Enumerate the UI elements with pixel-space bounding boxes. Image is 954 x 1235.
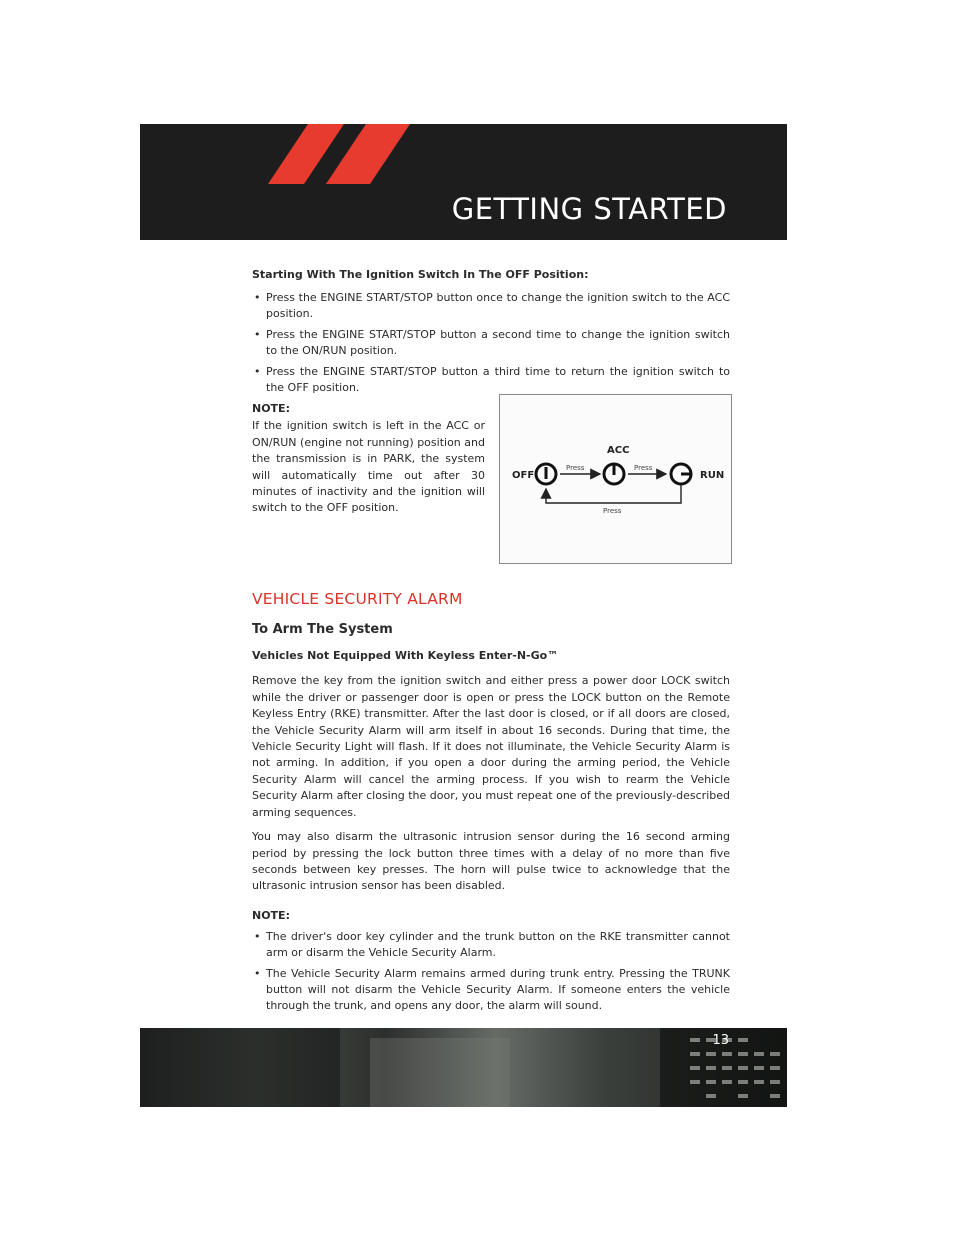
list-item: • The driver's door key cylinder and the trunk button on the RKE transmitter cannot arm or disarm the Vehicle Security Alarm. (252, 929, 730, 962)
ignition-diagram (499, 394, 732, 564)
off-power-icon (536, 464, 556, 484)
stripe-right (326, 124, 410, 184)
arrow-run-to-off (546, 485, 681, 503)
press-label-1: Press (566, 464, 585, 473)
ignition-note (252, 402, 485, 516)
note-label: NOTE: (252, 908, 290, 922)
footer-photo-texture (140, 1028, 787, 1107)
footer-band (140, 1028, 787, 1107)
security-note-bullets (252, 929, 730, 1015)
ignition-bullets (252, 290, 730, 396)
subsection-title: To Arm The System (252, 622, 393, 638)
list-item: • The Vehicle Security Alarm remains armed during trunk entry. Pressing the TRUNK button will not disarm the Vehicle Security Alarm. If someone enters the vehicle through the trunk, and opens any door, the alarm will sound. (252, 966, 730, 1015)
sensor-paragraph: You may also disarm the ultrasonic intrusion sensor during the 16 second arming period by pressing the lock button three times with a delay of no more than five seconds between key presses. The horn will pulse twice to acknowledge that the ultrasonic intrusion sensor has been disabled. (252, 830, 730, 893)
page-title: GETTING STARTED (451, 192, 727, 226)
keyless-heading: Vehicles Not Equipped With Keyless Enter-N-Go™ (252, 649, 559, 663)
header-band (140, 124, 787, 240)
arming-paragraph: Remove the key from the ignition switch and either press a power door LOCK switch while the driver or passenger door is open or press the LOCK button on the Remote Keyless Entry (RKE) transmitter. After the last door is closed, or if all doors are closed, the Vehicle Security Alarm will arm itself in about 16 seconds. During that time, the Vehicle Security Light will flash. If it does not illuminate, the Vehicle Security Alarm is not arming. In addition, if you open a door during the arming period, the Vehicle Security Alarm will cancel the arming process. If you wish to rearm the Vehicle Security Alarm after closing the door, you must repeat one of the previously-described arming sequences. (252, 674, 730, 819)
ignition-flow-diagram (500, 395, 731, 563)
ignition-heading: Starting With The Ignition Switch In The OFF Position: (252, 268, 589, 281)
note-row (252, 402, 730, 572)
press-label-3: Press (603, 507, 622, 516)
page-number: 13 (712, 1033, 729, 1048)
acc-label: ACC (607, 445, 630, 457)
list-item: • Press the ENGINE START/STOP button once to change the ignition switch to the ACC position. (252, 290, 730, 323)
section-title: VEHICLE SECURITY ALARM (252, 590, 463, 609)
note-body: If the ignition switch is left in the ACC or ON/RUN (engine not running) position and the transmission is in PARK, the system will automatically time out after 30 minutes of inactivity and the ignition will switch to the OFF position. (252, 419, 485, 515)
off-label: OFF (512, 470, 535, 482)
press-label-2: Press (634, 464, 653, 473)
main-content (252, 268, 730, 1019)
run-label: RUN (700, 470, 725, 482)
run-power-icon (671, 464, 691, 484)
list-item: • Press the ENGINE START/STOP button a second time to change the ignition switch to the ON/RUN position. (252, 327, 730, 360)
acc-power-icon (604, 464, 624, 484)
note-label: NOTE: (252, 402, 290, 416)
list-item: • Press the ENGINE START/STOP button a third time to return the ignition switch to the OFF position. (252, 364, 730, 397)
